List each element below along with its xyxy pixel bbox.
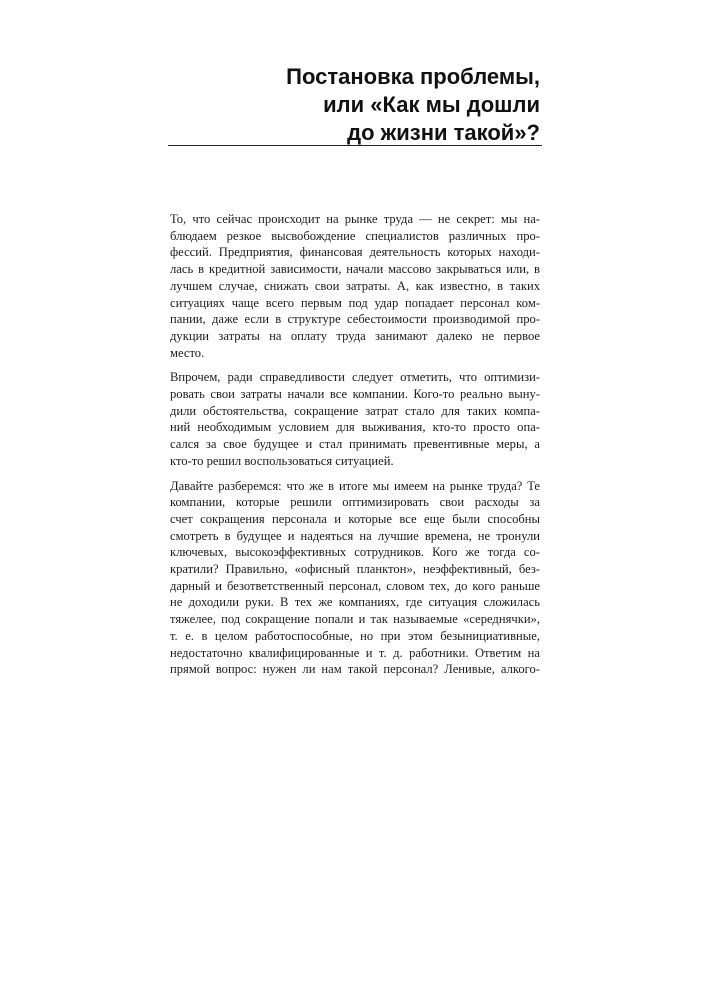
text-line: дукции затраты на оплату труда занимают далеко не первое	[170, 328, 540, 343]
text-line: ситуациях чаще всего первым под удар попадает персонал ком-	[170, 295, 540, 310]
text-line: ровать свои затраты начали все компании. Кого-то реально выну-	[170, 387, 540, 402]
text-line: кто-то решил воспользоваться ситуацией.	[170, 453, 394, 468]
text-line: пании, даже если в структуре себестоимости производимой про-	[170, 312, 540, 327]
text-line: блюдаем резкое высвобождение специалистов различных про-	[170, 228, 540, 243]
text-line: фессий. Предприятия, финансовая деятельность которых находи-	[170, 245, 540, 260]
text-line: недостаточно квалифицированные и т. д. работники. Ответим на	[170, 645, 540, 660]
text-line: ний необходимым условием для выживания, кто-то просто опа-	[170, 420, 540, 435]
text-line: кратили? Правильно, «офисный планктон», неэффективный, без-	[170, 562, 540, 577]
text-line: смотреть в будущее и надеяться на лучшие времена, не тронули	[170, 528, 540, 543]
text-line: сался за свое будущее и стал принимать превентивные меры, а	[170, 437, 540, 452]
text-line: Впрочем, ради справедливости следует отметить, что оптимизи-	[170, 370, 540, 385]
paragraph	[170, 211, 540, 361]
heading-divider	[168, 145, 542, 146]
text-line: прямой вопрос: нужен ли нам такой персонал? Ленивые, алкого-	[170, 662, 540, 677]
body-text	[170, 211, 540, 686]
text-line: не доходили руки. В тех же компаниях, где ситуация сложилась	[170, 595, 540, 610]
paragraph	[170, 478, 540, 678]
chapter-heading	[170, 63, 540, 147]
text-line: лучшем случае, снижать свои затраты. А, как известно, в таких	[170, 278, 540, 293]
text-line: компании, которые решили оптимизировать свои расходы за	[170, 495, 540, 510]
text-line: т. е. в целом работоспособные, но при этом безынициативные,	[170, 628, 540, 643]
text-line: То, что сейчас происходит на рынке труда — не секрет: мы на-	[170, 212, 540, 226]
text-line: место.	[170, 345, 205, 360]
text-line: дили обстоятельства, сокращение затрат стало для таких компа-	[170, 403, 540, 418]
chapter-heading-line: до жизни такой»?	[347, 120, 540, 145]
text-line: счет сокращения персонала и которые все еще были способны	[170, 511, 540, 526]
chapter-heading-line: или «Как мы дошли	[323, 92, 540, 117]
text-line: Давайте разберемся: что же в итоге мы имеем на рынке труда? Те	[170, 478, 540, 493]
chapter-heading-line: Постановка проблемы,	[286, 64, 540, 89]
paragraph	[170, 369, 540, 469]
text-line: тяжелее, под сокращение попали и так называемые «середнячки»,	[170, 612, 540, 627]
text-line: ключевых, высокоэффективных сотрудников. Кого же тогда со-	[170, 545, 540, 560]
text-line: дарный и безответственный персонал, словом тех, до кого раньше	[170, 578, 540, 593]
text-line: лась в кредитной зависимости, начали массово закрываться или, в	[170, 262, 540, 277]
